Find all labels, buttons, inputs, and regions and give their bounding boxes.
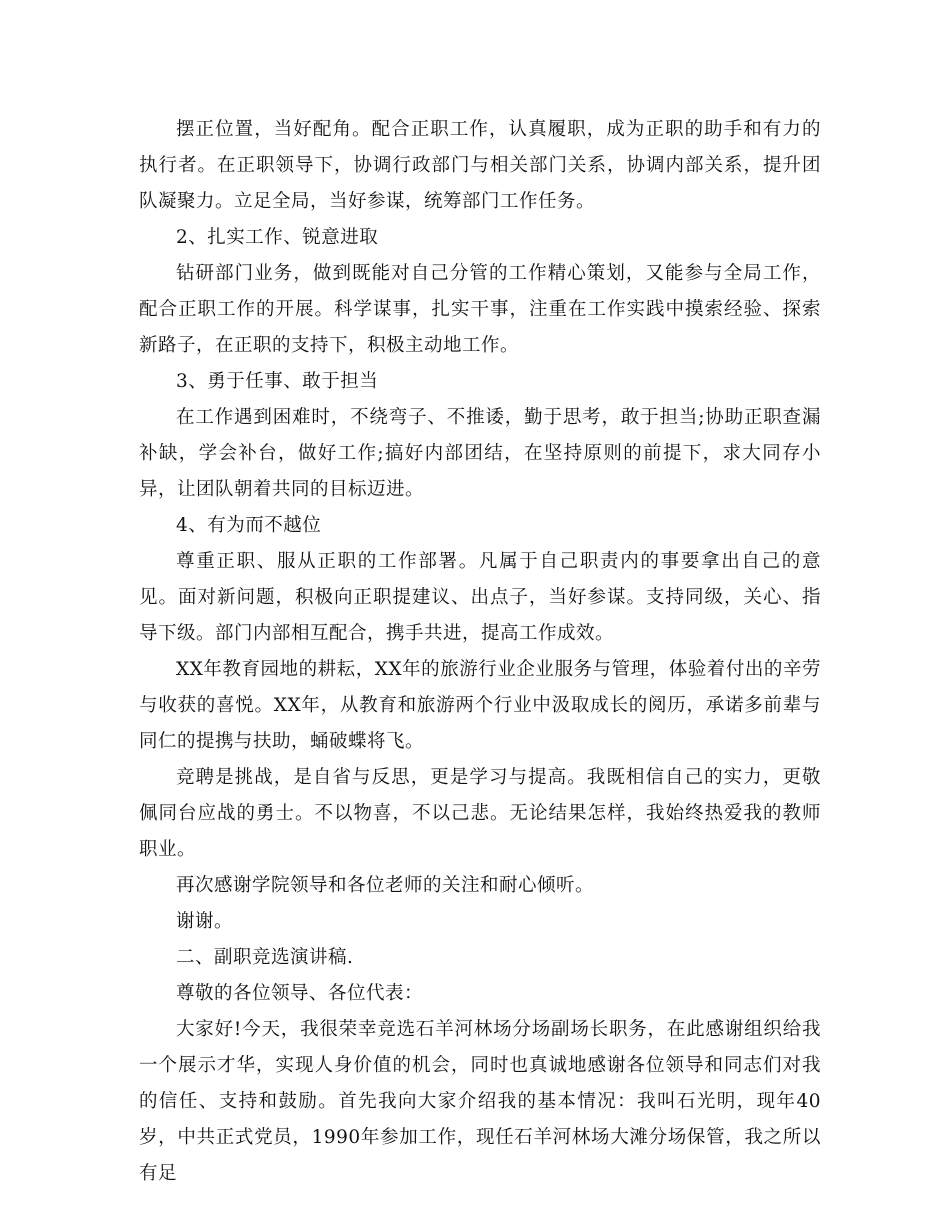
document-body — [139, 112, 821, 1192]
paragraph-no-overstep: 尊重正职、服从正职的工作部署。凡属于自己职责内的事要拿出自己的意见。面对新问题，积极向正职提建议、出点子，当好参谋。支持同级，关心、指导下级。部门内部相互配合，携手共进，提高工作成效。 — [139, 551, 821, 644]
paragraph-take-responsibility: 在工作遇到困难时，不绕弯子、不推诿，勤于思考，敢于担当;协助正职查漏补缺，学会补台，做好工作;搞好内部团结，在坚持原则的前提下，求大同存小异，让团队朝着共同的目标迈进。 — [139, 407, 821, 500]
heading-take-responsibility: 3、勇于任事、敢于担当 — [176, 371, 379, 392]
paragraph-position: 摆正位置，当好配角。配合正职工作，认真履职，成为正职的助手和有力的执行者。在正职领导下，协调行政部门与相关部门关系，协调内部关系，提升团队凝聚力。立足全局，当好参谋，统筹部门工作任务。 — [139, 119, 821, 212]
paragraph-salutation: 尊敬的各位领导、各位代表： — [176, 983, 424, 1004]
section-heading-deputy-speech: 二、副职竞选演讲稿. — [176, 947, 354, 968]
paragraph-solid-work: 钻研部门业务，做到既能对自己分管的工作精心策划，又能参与全局工作，配合正职工作的开展。科学谋事，扎实干事，注重在工作实践中摸索经验、探索新路子，在正职的支持下，积极主动地工作。 — [139, 263, 821, 356]
heading-solid-work: 2、扎实工作、锐意进取 — [176, 227, 379, 248]
paragraph-experience: XX年教育园地的耕耘，XX年的旅游行业企业服务与管理，体验着付出的辛劳与收获的喜悦。XX年，从教育和旅游两个行业中汲取成长的阅历，承诺多前辈与同仁的提携与扶助，蛹破蝶将飞。 — [139, 659, 821, 752]
paragraph-thanks-again: 再次感谢学院领导和各位老师的关注和耐心倾听。 — [176, 875, 595, 896]
heading-no-overstep: 4、有为而不越位 — [176, 515, 322, 536]
paragraph-thank-you: 谢谢。 — [176, 911, 234, 932]
paragraph-introduction: 大家好!今天，我很荣幸竞选石羊河林场分场副场长职务，在此感谢组织给我一个展示才华，实现人身价值的机会，同时也真诚地感谢各位领导和同志们对我的信任、支持和鼓励。首先我向大家介绍我的基本情况：我叫石光明，现年40岁，中共正式党员，1990年参加工作，现任石羊河林场大滩分场保管，我之所以有足 — [139, 1019, 821, 1184]
paragraph-competition: 竞聘是挑战，是自省与反思，更是学习与提高。我既相信自己的实力，更敬佩同台应战的勇士。不以物喜，不以己悲。无论结果怎样，我始终热爱我的教师职业。 — [139, 767, 821, 860]
